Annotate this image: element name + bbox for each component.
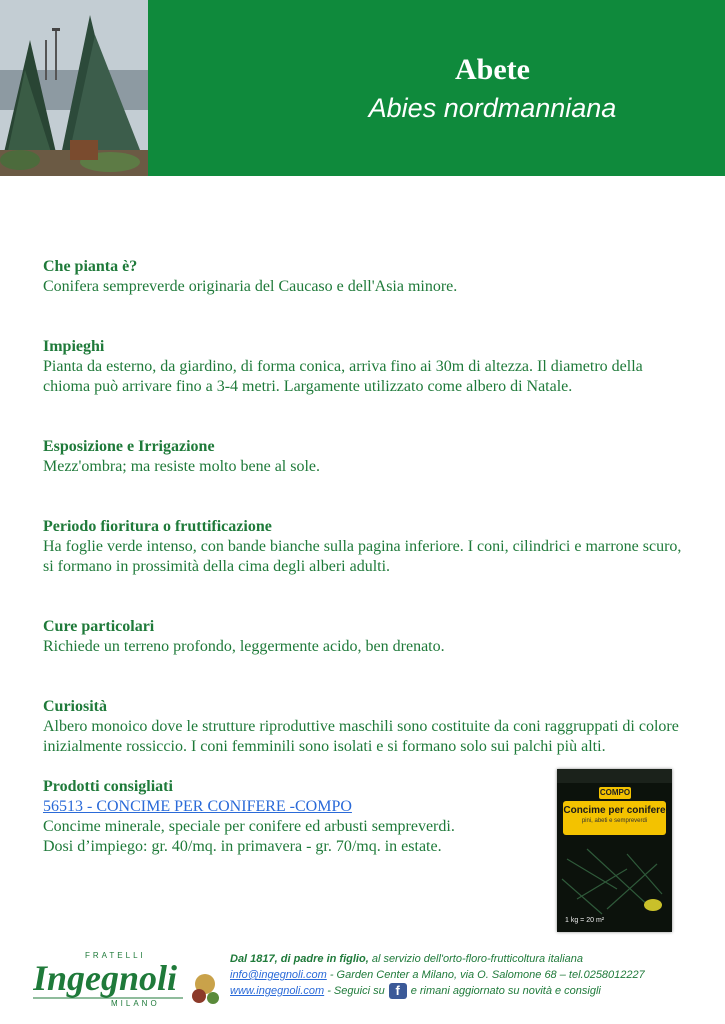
section-what-plant — [43, 257, 683, 297]
package-weight: 1 kg = 20 m² — [565, 917, 605, 924]
section-heading: Cure particolari — [43, 618, 155, 635]
email-link[interactable]: info@ingegnoli.com — [230, 969, 327, 981]
plant-common-name: Abete — [455, 53, 530, 86]
title-block — [160, 52, 725, 126]
footer-text — [230, 951, 645, 999]
section-heading: Periodo fioritura o fruttificazione — [43, 518, 272, 535]
compo-logo: COMPO — [599, 788, 631, 797]
facebook-icon[interactable]: f — [389, 983, 407, 999]
product-link[interactable]: 56513 - CONCIME PER CONIFERE -COMPO — [43, 798, 352, 815]
section-heading: Che pianta è? — [43, 258, 138, 275]
section-uses — [43, 337, 683, 397]
footer-tagline: Dal 1817, di padre in figlio, al servizio dell'orto-floro-frutticoltura italiana — [230, 953, 584, 965]
header-band — [0, 0, 725, 176]
package-label — [563, 801, 666, 835]
logo-name-text: Ingegnoli — [33, 958, 178, 998]
section-heading: Impieghi — [43, 338, 105, 355]
section-curiosity — [43, 697, 683, 757]
section-heading: Esposizione e Irrigazione — [43, 438, 215, 455]
product-dosage: Dosi d’impiego: gr. 40/mq. in primavera - gr. 70/mq. in estate. — [43, 838, 442, 855]
footer-contact: info@ingegnoli.com - Garden Center a Milano, via O. Salomone 68 – tel.0258012227 — [230, 969, 645, 981]
website-link[interactable]: www.ingegnoli.com — [230, 985, 325, 997]
section-text: Pianta da esterno, da giardino, di forma conica, arriva fino ai 30m di altezza. Il diametro della chioma può arrivare fino a 3-4 metri. Largamente utilizzato come albero di Natale. — [43, 358, 643, 395]
section-text: Ha foglie verde intenso, con bande bianche sulla pagina inferiore. I coni, cilindrici e marrone scuro, si formano in prossimità della cima degli alberi adulti. — [43, 538, 682, 575]
logo-bottom-text: MILANO — [111, 999, 160, 1008]
logo-top-text: FRATELLI — [85, 951, 146, 960]
product-package-image — [557, 769, 672, 932]
ingegnoli-logo — [33, 944, 223, 1010]
section-text: Conifera sempreverde originaria del Caucaso e dell'Asia minore. — [43, 278, 458, 295]
fir-tree-photo — [0, 0, 148, 176]
package-title: Concime per conifere — [563, 805, 666, 816]
section-text: Albero monoico dove le strutture riproduttive maschili sono costituite da coni raggruppati di colore inizialmente rossiccio. I coni femminili sono isolati e si formano solo sui palchi più alti. — [43, 718, 679, 755]
section-text: Mezz'ombra; ma resiste molto bene al sole. — [43, 458, 321, 475]
plant-latin-name: Abies nordmanniana — [368, 93, 617, 123]
section-flowering — [43, 517, 683, 577]
section-exposure — [43, 437, 683, 477]
section-text: Richiede un terreno profondo, leggermente acido, ben drenato. — [43, 638, 445, 655]
section-heading: Curiosità — [43, 698, 107, 715]
package-subtitle: pini, abeti e sempreverdi — [581, 818, 648, 824]
footer-social: www.ingegnoli.com - Seguici su f e rimani aggiornato su novità e consigli — [230, 983, 601, 999]
section-care — [43, 617, 683, 657]
section-heading: Prodotti consigliati — [43, 778, 173, 795]
product-description: Concime minerale, speciale per conifere ed arbusti sempreverdi. — [43, 818, 455, 835]
